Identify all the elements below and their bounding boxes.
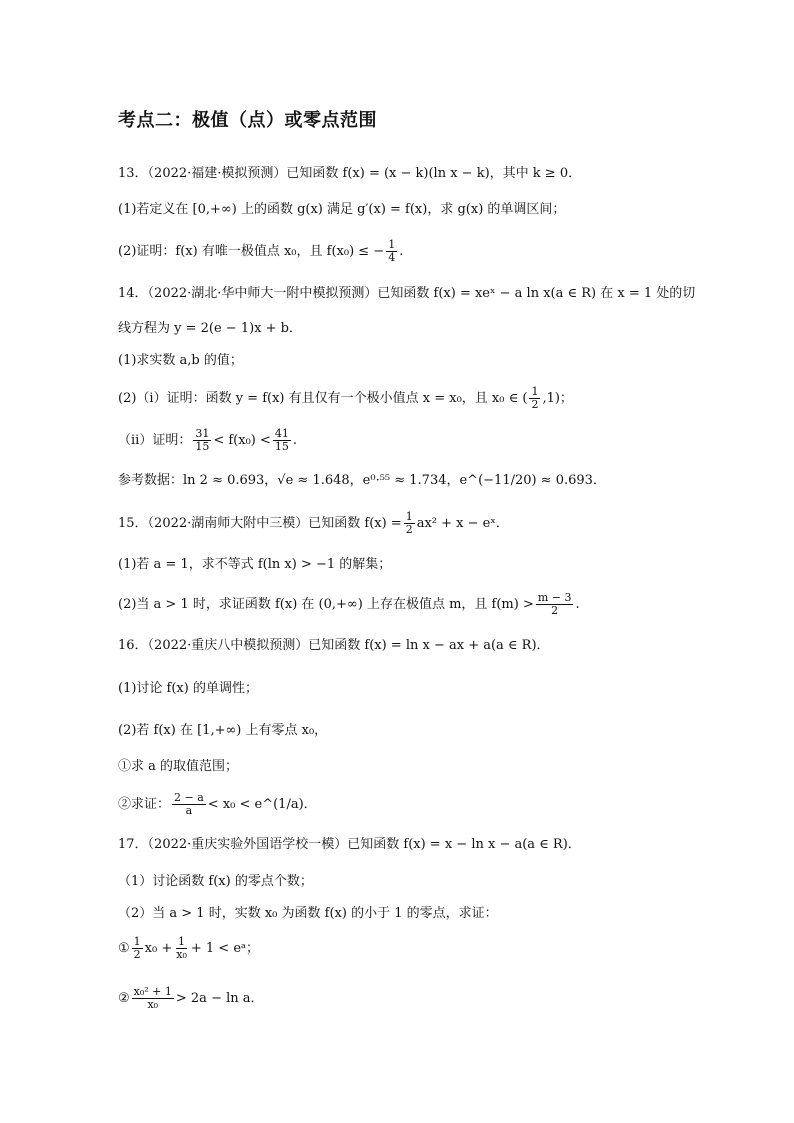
problem-13-part-2-text: (2)证明：f(x) 有唯一极值点 x₀，且 f(x₀) ≤ − [118, 244, 385, 259]
problem-17-part-2b [118, 986, 264, 1011]
problem-14-reference-data: 参考数据：ln 2 ≈ 0.693，√e ≈ 1.648，e⁰·⁵⁵ ≈ 1.734，e^(−11/20) ≈ 0.693． [118, 473, 606, 488]
fraction [132, 936, 143, 961]
problem-17-part-2b-end: > 2a − ln a． [175, 991, 264, 1006]
problem-15-stem-end: ax² + x − eˣ． [416, 516, 509, 531]
fraction [386, 239, 397, 264]
fraction-denominator: 2 [531, 398, 539, 411]
problem-16-part-2b [118, 792, 317, 817]
problem-16-part-2b-text: ②求证： [118, 797, 171, 812]
fraction-denominator: 15 [274, 440, 289, 453]
fraction [529, 386, 540, 411]
fraction-denominator: x₀ [176, 948, 187, 961]
problem-14-part-2-ii-text: （ii）证明： [118, 433, 192, 448]
problem-16-part-1: (1)讨论 f(x) 的单调性； [118, 681, 258, 696]
fraction [132, 986, 174, 1011]
fraction [536, 592, 574, 617]
problem-15-part-2 [118, 592, 580, 617]
problem-13-part-1: (1)若定义在 [0,+∞) 上的函数 g(x) 满足 g′(x) = f(x)，求 g(x) 的单调区间； [118, 202, 566, 217]
problem-14-part-2-i-text: (2)（i）证明：函数 y = f(x) 有且仅有一个极小值点 x = x₀，且 x₀ ∈ ( [118, 391, 528, 406]
problem-17-part-1: （1）讨论函数 f(x) 的零点个数； [118, 874, 313, 889]
problem-14-part-2-i-end: ,1)； [542, 391, 573, 406]
problem-14-part-1: (1)求实数 a,b 的值； [118, 353, 243, 368]
fraction-numerator: m − 3 [537, 591, 572, 604]
problem-17-part-2a [118, 936, 259, 961]
fraction [172, 792, 206, 817]
problem-13-stem: 13．（2022·福建·模拟预测）已知函数 f(x) = (x − k)(ln x − k)，其中 k ≥ 0． [118, 166, 582, 181]
circled-number: ① [118, 941, 130, 956]
problem-14-part-2-i [118, 386, 573, 411]
problem-16-part-2b-end: < x₀ < e^(1/a)． [207, 797, 317, 812]
fraction [193, 428, 211, 453]
fraction-numerator: x₀² + 1 [133, 985, 172, 998]
fraction-numerator: 1 [388, 238, 396, 251]
fraction [404, 511, 415, 536]
fraction-denominator: 2 [551, 604, 559, 617]
problem-17-part-2: （2）当 a > 1 时，实数 x₀ 为函数 f(x) 的小于 1 的零点，求证： [118, 906, 498, 921]
problem-15-stem [118, 511, 509, 536]
problem-14-part-2-ii-mid: < f(x₀) < [213, 433, 271, 448]
fraction-numerator: 41 [274, 427, 289, 440]
problem-16-part-2a: ①求 a 的取值范围； [118, 759, 239, 774]
fraction [273, 428, 291, 453]
problem-17-stem: 17．（2022·重庆实验外国语学校一模）已知函数 f(x) = x − ln x − a(a ∈ R)． [118, 837, 581, 852]
fraction-denominator: 2 [405, 523, 413, 536]
problem-13-part-2-end: . [399, 244, 404, 259]
problem-14-stem: 14．（2022·湖北·华中师大一附中模拟预测）已知函数 f(x) = xeˣ − a ln x(a ∈ R) 在 x = 1 处的切 [118, 286, 696, 301]
fraction-denominator: x₀ [147, 998, 159, 1011]
fraction-denominator: 15 [195, 440, 210, 453]
problem-14-part-2-ii [118, 428, 297, 453]
fraction-numerator: 1 [178, 935, 186, 948]
fraction-numerator: 1 [531, 385, 539, 398]
problem-16-part-2: (2)若 f(x) 在 [1,+∞) 上有零点 x₀， [118, 723, 328, 738]
problem-14-part-2-ii-end: . [292, 433, 298, 448]
fraction-numerator: 2 − a [174, 791, 204, 804]
problem-17-part-2a-end: + 1 < eᵃ； [190, 941, 260, 956]
fraction-denominator: a [185, 804, 193, 817]
problem-15-stem-text: 15．（2022·湖南师大附中三模）已知函数 f(x) = [118, 516, 402, 531]
problem-15-part-1: (1)若 a = 1，求不等式 f(ln x) > −1 的解集； [118, 557, 392, 572]
problem-15-part-2-end: . [575, 597, 580, 612]
fraction-numerator: 1 [405, 510, 413, 523]
problem-16-stem: 16．（2022·重庆八中模拟预测）已知函数 f(x) = ln x − ax + a(a ∈ R)． [118, 638, 550, 653]
fraction-denominator: 4 [388, 251, 396, 264]
problem-15-part-2-text: (2)当 a > 1 时，求证函数 f(x) 在 (0,+∞) 上存在极值点 m，且 f(m) > [118, 597, 534, 612]
fraction-numerator: 31 [195, 427, 210, 440]
fraction-numerator: 1 [133, 935, 141, 948]
section-heading: 考点二：极值（点）或零点范围 [118, 110, 377, 131]
problem-13-part-2 [118, 239, 403, 264]
fraction [174, 936, 189, 961]
problem-14-stem-cont: 线方程为 y = 2(e − 1)x + b． [118, 321, 302, 336]
circled-number: ② [118, 991, 130, 1006]
fraction-denominator: 2 [133, 948, 141, 961]
problem-17-part-2a-mid: x₀ + [144, 941, 173, 956]
